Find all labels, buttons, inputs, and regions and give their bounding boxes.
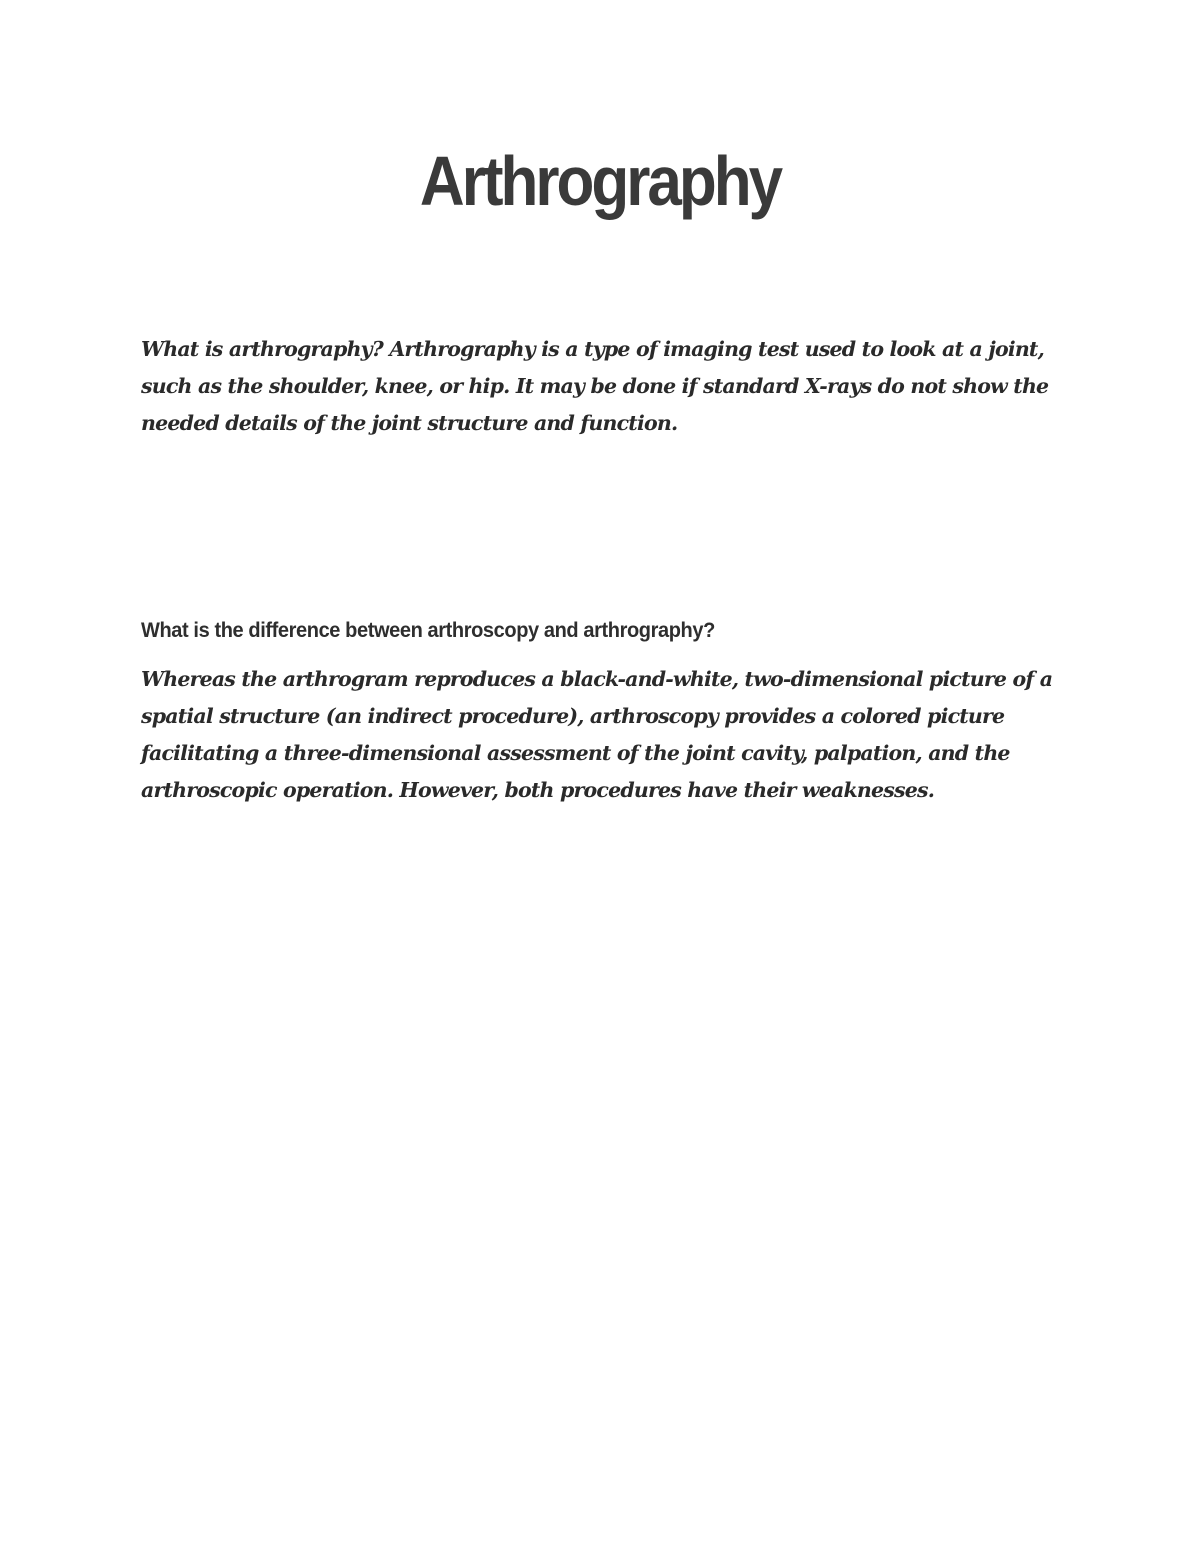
document-title: Arthrography	[419, 143, 781, 221]
comparison-paragraph: Whereas the arthrogram reproduces a black-and-white, two-dimensional picture of a spatial structure (an indirect procedure), arthroscopy provides a colored picture facilitating a three-dimensional assessment of the joint cavity, palpation, and the arthroscopic operation. However, both procedures have their weaknesses.	[141, 667, 1053, 802]
intro-paragraph: What is arthrography? Arthrography is a type of imaging test used to look at a joint, such as the shoulder, knee, or hip. It may be done if standard X-rays do not show the needed details of the joint structure and function.	[141, 337, 1049, 435]
section-heading: What is the difference between arthroscopy and arthrography?	[141, 619, 715, 643]
